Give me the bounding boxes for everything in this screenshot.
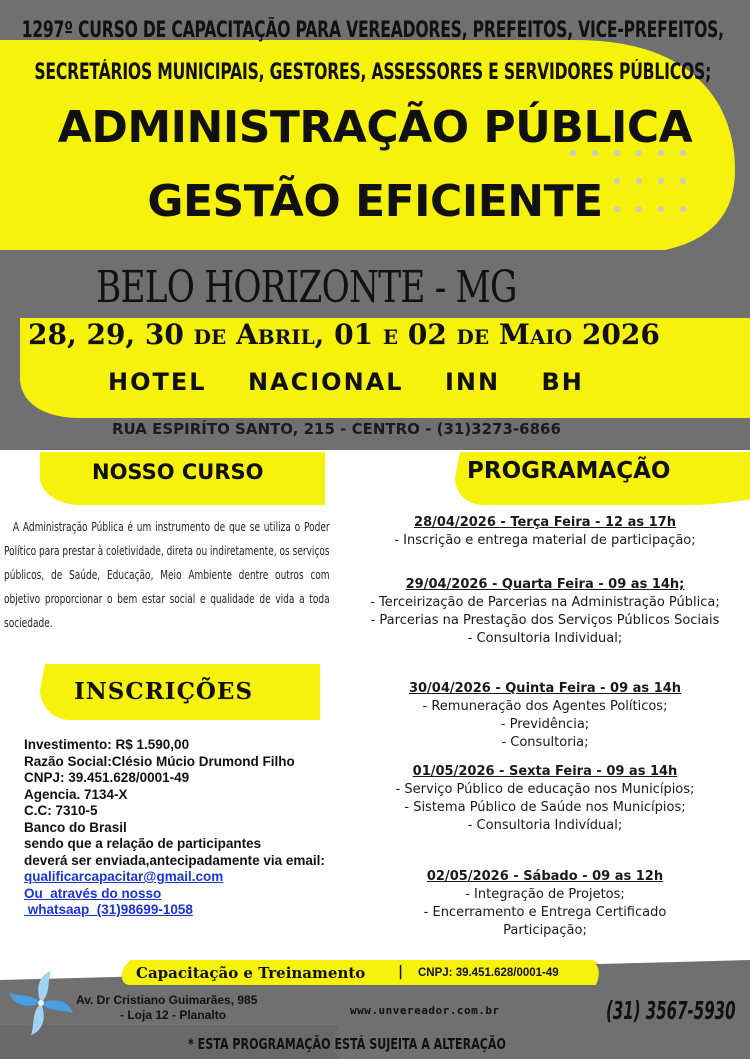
- whatsapp-link-line-1[interactable]: Ou através do nosso: [24, 885, 162, 901]
- course-description: A Administração Pública é um instrumento de que se utiliza o Poder Político para prestar à coletividade, direta ou indiretamente, os serviços públicos, de Saúde, Educação, Meio Ambiente dentre outros com objetivo proporcionar o bem estar social e qualidade de vida a toda sociedade.: [4, 520, 330, 630]
- footer-address-line-2: - Loja 12 - Planalto: [120, 1008, 227, 1022]
- program-day-date: 28/04/2026 - Terça Feira - 12 as 17h: [414, 515, 676, 530]
- inscricoes-line: CNPJ: 39.451.628/0001-49: [24, 770, 190, 785]
- inscricoes-line: sendo que a relação de participantes: [24, 836, 262, 851]
- pinwheel-logo-icon: [6, 968, 76, 1038]
- inscricoes-line: Banco do Brasil: [24, 819, 127, 835]
- program-day-5: [345, 868, 745, 940]
- program-item: - Terceirização de Parcerias na Administração Pública;: [370, 595, 720, 610]
- program-item: - Inscrição e entrega material de participação;: [394, 533, 696, 548]
- program-item: - Serviço Público de educação nos Municípios;: [395, 782, 695, 797]
- event-address: RUA ESPIRÍTO SANTO, 215 - CENTRO - (31)3273-6866: [112, 420, 561, 438]
- program-day-date: 02/05/2026 - Sábado - 09 as 12h: [426, 869, 664, 884]
- program-item: - Encerramento e Entrega Certificado: [423, 905, 667, 920]
- inscricoes-line: C.C: 7310-5: [24, 803, 98, 818]
- title-line-1: ADMINISTRAÇÃO PÚBLICA: [57, 102, 693, 153]
- program-day-2: [345, 576, 745, 648]
- inscricoes-line: Razão Social:Clésio Múcio Drumond Filho: [24, 753, 295, 769]
- program-item: - Consultoria Indivídual;: [467, 818, 623, 833]
- program-item: - Sistema Público de Saúde nos Municípios;: [404, 800, 686, 815]
- program-item: - Previdência;: [500, 717, 590, 732]
- program-item: - Integração de Projetos;: [465, 887, 625, 902]
- footer-disclaimer: * ESTA PROGRAMAÇÃO ESTÁ SUJEITA A ALTERAÇÃO: [188, 1035, 506, 1053]
- footer-cnpj: CNPJ: 39.451.628/0001-49: [418, 967, 559, 979]
- inscricoes-line: Agencia. 7134-X: [24, 786, 128, 802]
- program-day-date: 29/04/2026 - Quarta Feira - 09 as 14h;: [405, 577, 685, 592]
- program-day-3: [345, 680, 745, 752]
- footer-address-line-1: Av. Dr Cristiano Guimarães, 985: [76, 993, 258, 1007]
- inscricoes-details: [24, 737, 325, 919]
- footer-website[interactable]: www.unvereador.com.br: [350, 1004, 500, 1017]
- inscricoes-line: deverá ser enviada,antecipadamente via email:: [24, 852, 325, 868]
- footer-separator: |: [398, 964, 404, 980]
- event-city: BELO HORIZONTE - MG: [96, 262, 517, 313]
- inscricoes-line: Investimento: R$ 1.590,00: [24, 737, 190, 752]
- inscricoes-heading: INSCRIÇÕES: [74, 678, 254, 705]
- whatsapp-link-line-2[interactable]: whatsaap (31)98699-1058: [24, 902, 193, 917]
- program-day-4: [345, 763, 745, 835]
- event-dates: 28, 29, 30 de Abril, 01 e 02 de Maio 2026: [28, 318, 660, 351]
- email-link[interactable]: qualificarcapacitar@gmail.com: [24, 869, 224, 884]
- program-day-date: 01/05/2026 - Sexta Feira - 09 as 14h: [412, 764, 678, 779]
- title-line-2: GESTÃO EFICIENTE: [147, 176, 603, 227]
- course-line-1: 1297º CURSO DE CAPACITAÇÃO PARA VEREADORES, PREFEITOS, VICE-PREFEITOS,: [21, 18, 724, 43]
- program-item: - Consultoria Individual;: [467, 631, 623, 646]
- program-day-1: [345, 514, 745, 550]
- course-line-2: SECRETÁRIOS MUNICIPAIS, GESTORES, ASSESSORES E SERVIDORES PÚBLICOS;: [34, 60, 712, 85]
- program-item: - Parcerias na Prestação dos Serviços Públicos Sociais: [370, 613, 720, 628]
- program-day-date: 30/04/2026 - Quinta Feira - 09 as 14h: [408, 681, 682, 696]
- event-hotel: HOTEL NACIONAL INN BH: [108, 368, 584, 396]
- course-heading: NOSSO CURSO: [92, 460, 264, 484]
- footer-phone: (31) 3567-5930: [606, 996, 736, 1025]
- program-item: - Remuneração dos Agentes Políticos;: [422, 699, 668, 714]
- program-item: - Consultoria;: [501, 735, 589, 750]
- program-item: Participação;: [503, 923, 587, 938]
- footer-brand: Capacitação e Treinamento: [136, 964, 366, 982]
- programacao-heading: PROGRAMAÇÃO: [467, 458, 671, 484]
